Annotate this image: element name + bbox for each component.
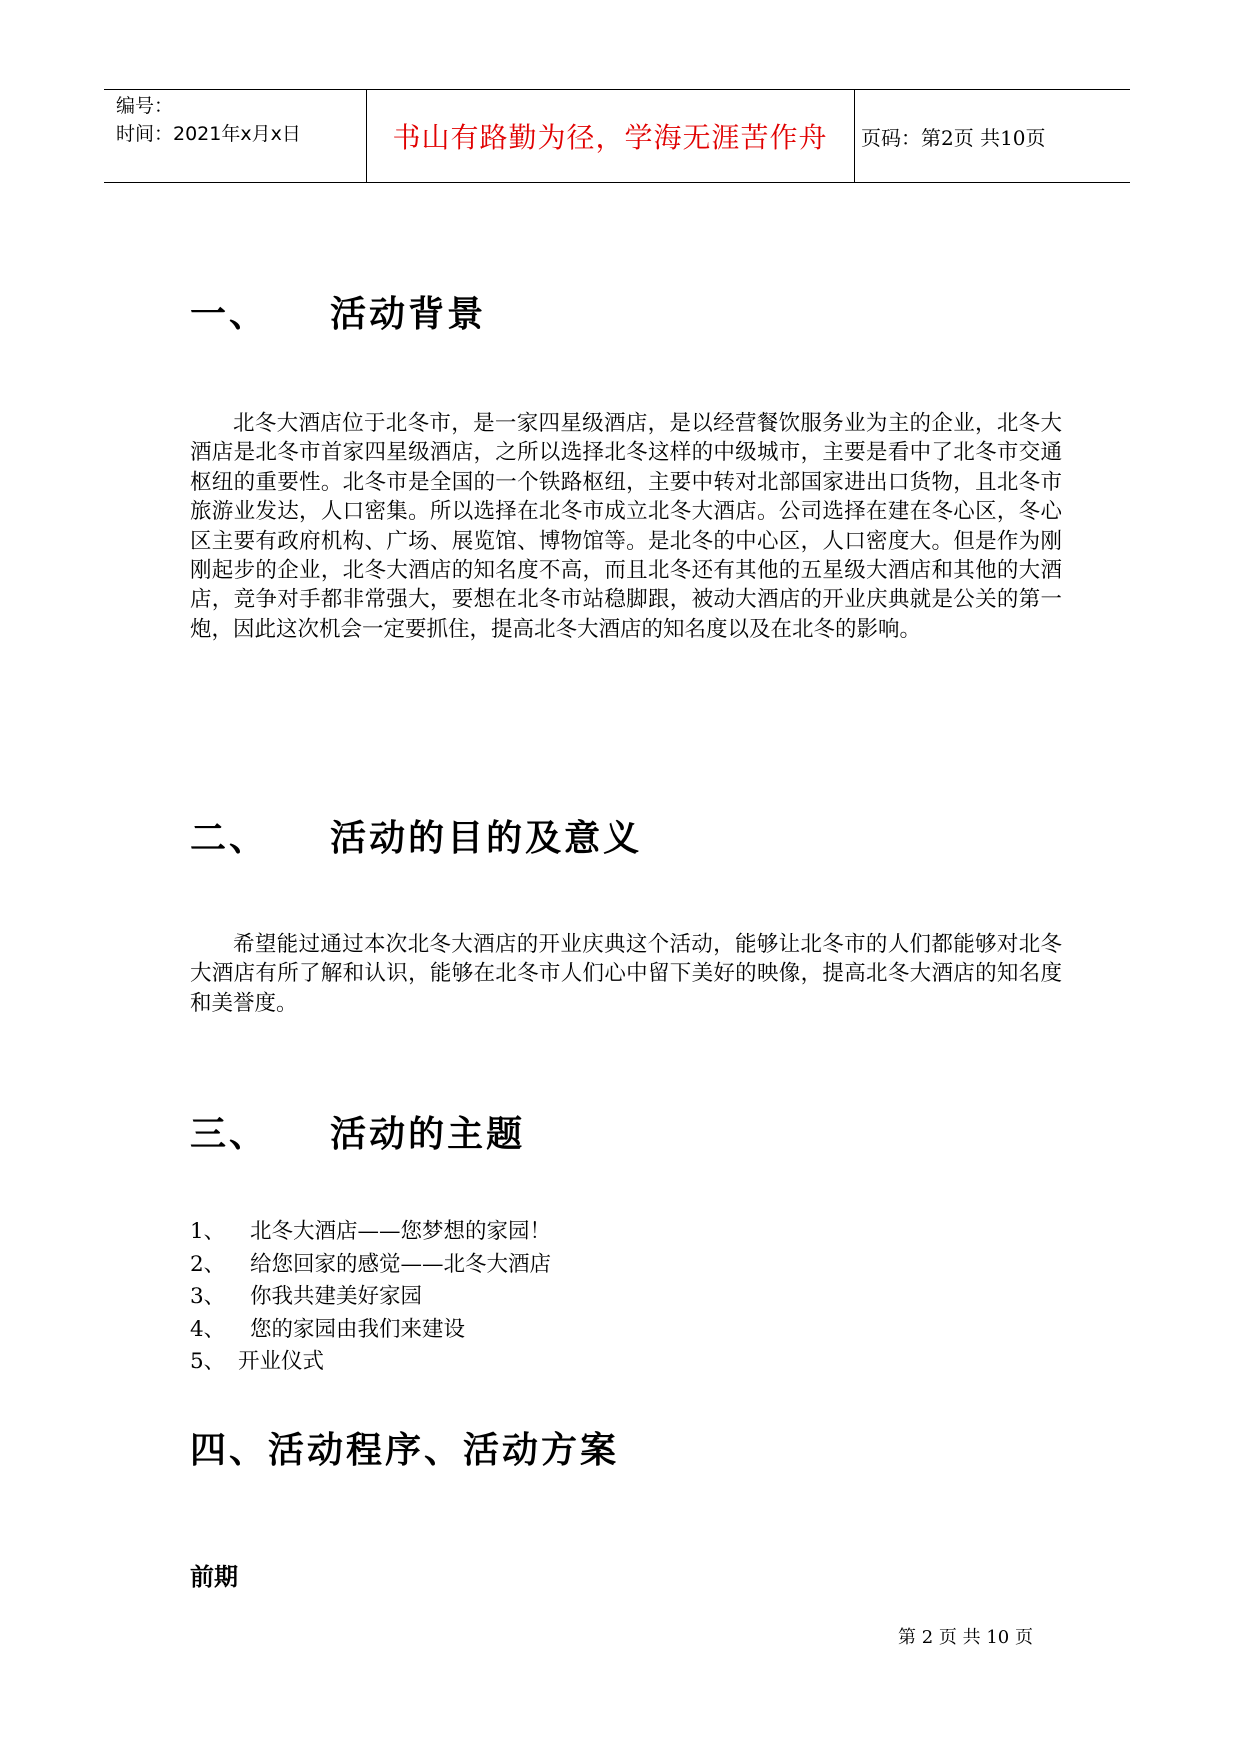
list-item-number: 4、 <box>190 1316 226 1342</box>
header-meta <box>116 92 301 148</box>
list-item-text: 你我共建美好家园 <box>250 1284 423 1309</box>
list-item <box>190 1249 551 1282</box>
section-heading-purpose: 二、 活动的目的及意义 <box>190 818 643 859</box>
purpose-paragraph: 希望能过通过本次北冬大酒店的开业庆典这个活动，能够让北冬市的人们都能够对北冬大酒店有所了解和认识，能够在北冬市人们心中留下美好的映像，提高北冬大酒店的知名度和美誉度。 <box>190 932 1062 1016</box>
list-item-number: 2、 <box>190 1251 226 1277</box>
list-item <box>190 1314 551 1347</box>
list-item-number: 3、 <box>190 1284 226 1309</box>
list-item <box>190 1216 551 1249</box>
list-item-text: 开业仪式 <box>238 1349 325 1374</box>
section-heading-theme: 三、 活动的主题 <box>190 1114 526 1155</box>
section-heading-program: 四、活动程序、活动方案 <box>190 1430 620 1471</box>
theme-list <box>190 1216 551 1379</box>
header-time-label: 时间：2021年x月x日 <box>116 123 301 145</box>
section-heading-background: 一、 活动背景 <box>190 294 487 335</box>
header-page-label: 页码：第2页 共10页 <box>861 125 1046 150</box>
list-item-text: 北冬大酒店——您梦想的家园！ <box>250 1219 552 1244</box>
list-item <box>190 1281 551 1314</box>
header-divider <box>854 90 855 182</box>
list-item-number: 5、 <box>190 1349 226 1374</box>
header-code-label: 编号： <box>116 95 174 117</box>
list-item-text: 您的家园由我们来建设 <box>250 1316 466 1342</box>
list-item <box>190 1346 551 1379</box>
header-motto: 书山有路勤为径，学海无涯苦作舟 <box>392 121 828 154</box>
list-item-number: 1、 <box>190 1219 226 1244</box>
subheading-preliminary: 前期 <box>190 1563 238 1591</box>
page-footer: 第 2 页 共 10 页 <box>898 1627 1033 1648</box>
list-item-text: 给您回家的感觉——北冬大酒店 <box>250 1251 552 1277</box>
background-paragraph: 北冬大酒店位于北冬市，是一家四星级酒店，是以经营餐饮服务业为主的企业，北冬大酒店是北冬市首家四星级酒店，之所以选择北冬这样的中级城市，主要是看中了北冬市交通枢纽的重要性。北冬市是全国的一个铁路枢纽，主要中转对北部国家进出口货物，且北冬市旅游业发达，人口密集。所以选择在北冬市成立北冬大酒店。公司选择在建在冬心区，冬心区主要有政府机构、广场、展览馆、博物馆等。是北冬的中心区，人口密度大。但是作为刚刚起步的企业，北冬大酒店的知名度不高，而且北冬还有其他的五星级大酒店和其他的大酒店，竞争对手都非常强大，要想在北冬市站稳脚跟，被动大酒店的开业庆典就是公关的第一炮，因此这次机会一定要抓住，提高北冬大酒店的知名度以及在北冬的影响。 <box>190 411 1062 642</box>
document-header <box>104 89 1130 183</box>
